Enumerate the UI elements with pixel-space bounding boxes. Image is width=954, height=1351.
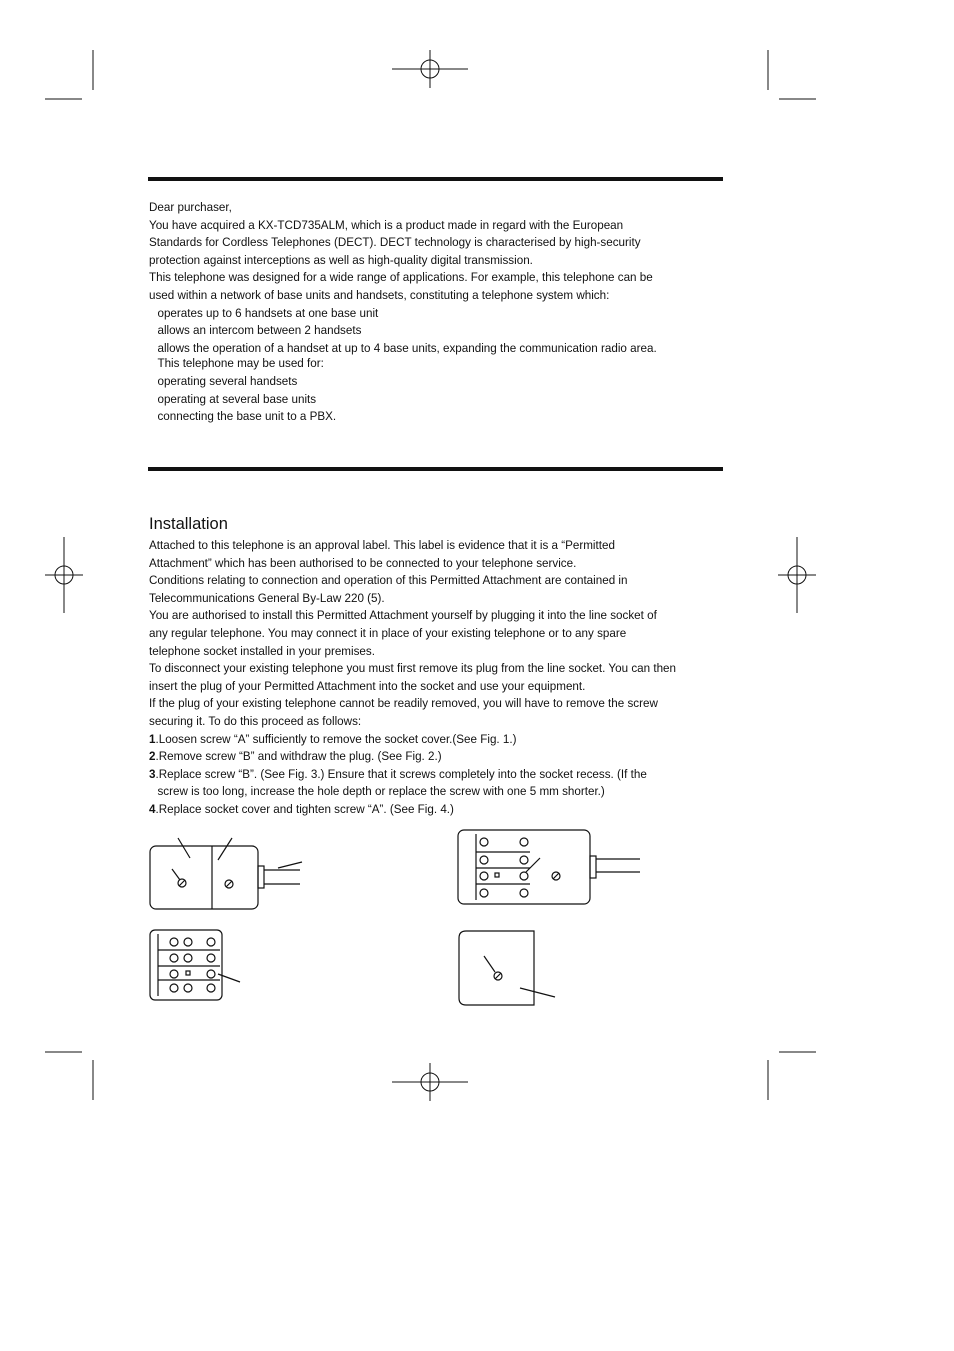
- installation-line: Conditions relating to connection and operation of this Permitted Attachment are contained in: [149, 573, 628, 588]
- usage-item: operating at several base units: [157, 391, 317, 406]
- section-divider-middle: [148, 467, 723, 471]
- installation-heading: Installation: [149, 515, 228, 533]
- step-number: 2: [149, 749, 156, 764]
- usage-item: connecting the base unit to a PBX.: [157, 409, 337, 424]
- registration-mark-top: [392, 50, 468, 88]
- greeting: Dear purchaser,: [149, 200, 232, 214]
- step-item: [149, 801, 690, 819]
- intro-line: Standards for Cordless Telephones (DECT). DECT technology is characterised by high-security: [149, 235, 641, 250]
- registration-mark-left: [45, 537, 83, 613]
- installation-line: To disconnect your existing telephone you must first remove its plug from the line socket. You can then: [149, 661, 677, 676]
- intro-line: used within a network of base units and handsets, constituting a telephone system which:: [149, 287, 610, 302]
- usage-lead: This telephone may be used for:: [157, 356, 324, 371]
- figure-1-socket-cover: [150, 838, 302, 909]
- step-number: 1: [149, 731, 156, 746]
- intro-line: protection against interceptions as well as high-quality digital transmission.: [149, 252, 533, 267]
- step-item: [149, 748, 690, 766]
- installation-line: any regular telephone. You may connect it in place of your existing telephone or to any spare: [149, 625, 627, 640]
- step-text: screw is too long, increase the hole depth or replace the screw with one 5 mm shorter.): [157, 784, 605, 799]
- step-continuation: [149, 783, 690, 801]
- installation-line: Attachment” which has been authorised to be connected to your telephone service.: [149, 555, 577, 570]
- installation-line: You are authorised to install this Permitted Attachment yourself by plugging it into the line socket of: [149, 608, 657, 623]
- registration-mark-right: [778, 537, 816, 613]
- installation-line: If the plug of your existing telephone cannot be readily removed, you will have to remove the screw: [149, 696, 658, 711]
- usage-item: operating several handsets: [157, 373, 298, 388]
- installation-line: Attached to this telephone is an approval label. This label is evidence that it is a “Permitted: [149, 538, 615, 552]
- step-number: 4: [149, 801, 156, 816]
- figure-4-cover-replaced: [459, 931, 555, 1005]
- step-text: .Remove screw “B” and withdraw the plug. (See Fig. 2.): [155, 749, 442, 764]
- installation-line: Telecommunications General By-Law 220 (5).: [149, 590, 385, 605]
- figure-3-socket-screw-replaced: [150, 930, 240, 1000]
- step-text: .Loosen screw “A” sufficiently to remove the socket cover.(See Fig. 1.): [155, 731, 517, 746]
- registration-mark-bottom: [392, 1063, 468, 1101]
- step-text: .Replace screw “B”. (See Fig. 3.) Ensure that it screws completely into the socket recess. (If the: [155, 766, 647, 781]
- system-item: operates up to 6 handsets at one base unit: [157, 305, 379, 320]
- figure-2-open-socket: [458, 830, 640, 904]
- intro-line: You have acquired a KX-TCD735ALM, which is a product made in regard with the European: [149, 217, 624, 232]
- installation-line: securing it. To do this proceed as follows:: [149, 713, 362, 728]
- step-text: .Replace socket cover and tighten screw “A”. (See Fig. 4.): [155, 801, 454, 816]
- intro-section: [149, 199, 690, 426]
- intro-line: This telephone was designed for a wide range of applications. For example, this telephone can be: [149, 270, 653, 285]
- section-divider-top: [148, 177, 723, 181]
- installation-line: telephone socket installed in your premises.: [149, 643, 375, 658]
- system-item: allows an intercom between 2 handsets: [157, 323, 362, 338]
- step-number: 3: [149, 766, 156, 781]
- step-item: [149, 766, 690, 784]
- system-item: allows the operation of a handset at up to 4 base units, expanding the communication radio area.: [157, 340, 657, 355]
- step-item: [149, 731, 690, 749]
- installation-section: [149, 537, 690, 819]
- installation-line: insert the plug of your Permitted Attachment into the socket and use your equipment.: [149, 678, 586, 693]
